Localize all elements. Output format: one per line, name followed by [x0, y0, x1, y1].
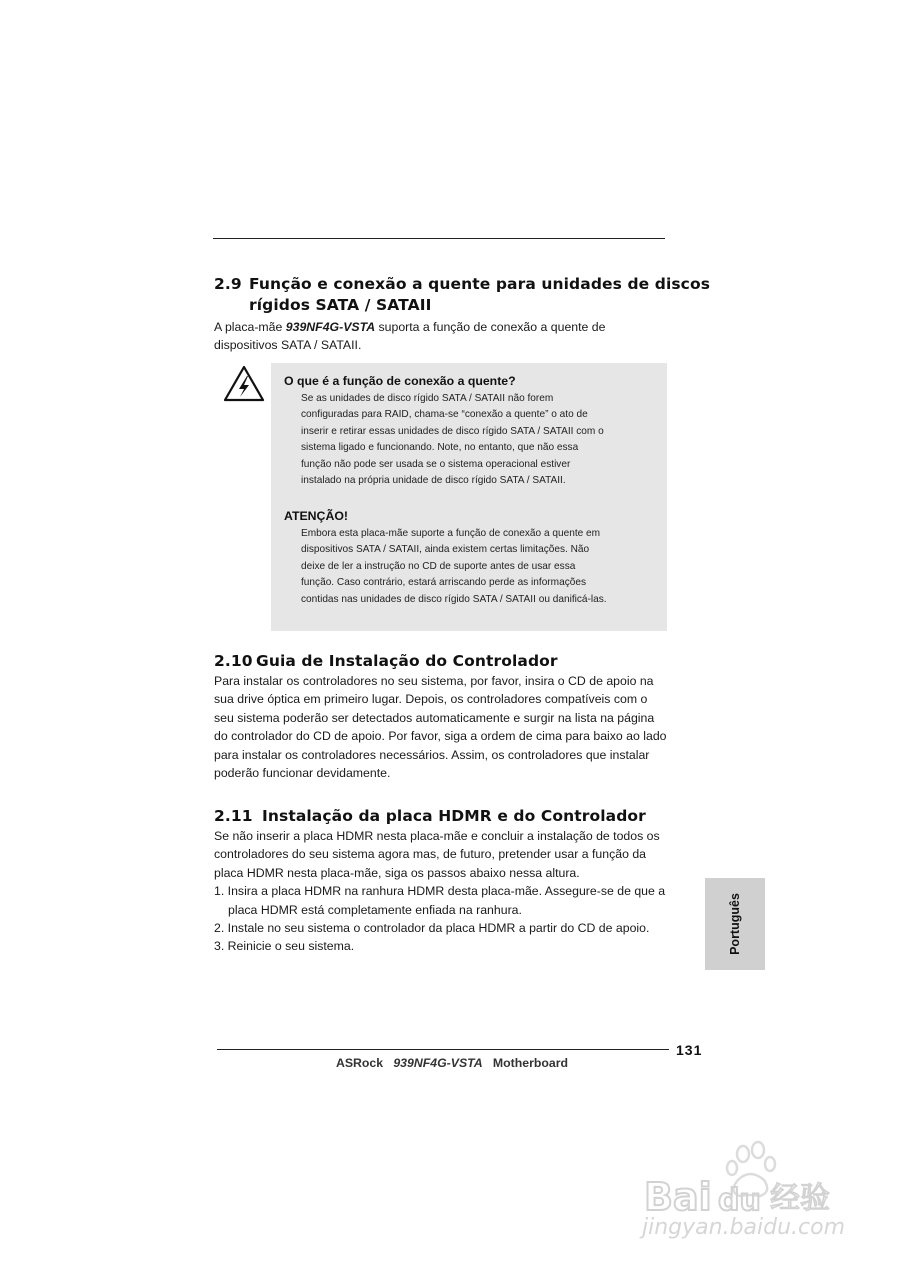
list-item: 2. Instale no seu sistema o controlador da placa HDMR a partir do CD de apoio. [214, 921, 650, 936]
section-number: 2.10 [214, 652, 253, 670]
list-item: 3. Reinicie o seu sistema. [214, 939, 355, 954]
section-2-9-title [214, 275, 710, 293]
footer-product: Motherboard [492, 1056, 569, 1070]
lightning-warning-icon [222, 364, 266, 404]
section-number: 2.11 [214, 807, 253, 825]
warning-text: Embora esta placa-mãe suporte a função de conexão a quente em dispositivos SATA / SATAII, ainda existem certas limitações. Não deixe de ler a instrução no CD de suporte antes de usar essa função. Caso contrário, estará arriscando perde as informações contidas nas unidades de disco rígido SATA / SATAII ou danificá-las. [301, 528, 607, 605]
baidu-watermark-logo [640, 1140, 860, 1220]
list-item-continuation: placa HDMR está completamente enfiada na ranhura. [228, 902, 522, 917]
section-number: 2.9 [214, 275, 242, 293]
note-question: O que é a função de conexão a quente? [284, 374, 516, 388]
footer-rule [217, 1049, 669, 1050]
page-number: 131 [676, 1042, 703, 1058]
top-rule [213, 238, 665, 239]
section-2-9-intro: A placa-mãe 939NF4G-VSTA suporta a função de conexão a quente de dispositivos SATA / SATAII. [214, 320, 606, 353]
language-side-tab [705, 878, 765, 970]
section-2-11-title [214, 807, 646, 825]
section-2-10-title [214, 652, 558, 670]
section-title: Guia de Instalação do Controlador [256, 652, 558, 670]
model-name: 939NF4G-VSTA [285, 320, 376, 334]
section-2-11-body: Se não inserir a placa HDMR nesta placa-mãe e concluir a instalação de todos os controladores do seu sistema agora mas, de futuro, pretender usar a função da placa HDMR nesta placa-mãe, siga os passos abaixo nessa altura. 1. Insira a placa HDMR na ranhura HDMR desta placa-mãe. Assegure-se de que a placa HDMR está completamente enfiada na ranhura. 2. Instale no seu sistema o controlador da placa HDMR a partir do CD de apoio. 3. Reinicie o seu sistema. [214, 827, 665, 956]
svg-text:du: du [718, 1183, 761, 1218]
note-answer: Se as unidades de disco rígido SATA / SATAII não forem configuradas para RAID, chama-se “conexão a quente” o ato de inserir e retirar essas unidades de disco rígido SATA / SATAII com o sistema ligado e funcionando. Note, no entanto, que não essa função não pode ser usada se o sistema operacional estiver instalado na própria unidade de disco rígido SATA / SATAII. [301, 393, 604, 487]
section-title-line1: Função e conexão a quente para unidades de discos [249, 275, 711, 293]
section-2-9-title-line2: rígidos SATA / SATAII [249, 296, 432, 314]
list-item: 1. Insira a placa HDMR na ranhura HDMR desta placa-mãe. Assegure-se de que a [214, 884, 666, 899]
warning-title: ATENÇÃO! [284, 509, 348, 523]
footer-brand: ASRock [335, 1056, 384, 1070]
footer-caption [0, 1056, 904, 1070]
section-2-10-body: Para instalar os controladores no seu sistema, por favor, insira o CD de apoio na sua drive óptica em primeiro lugar. Depois, os controladores compatíveis com o seu sistema poderão ser detectados automaticamente e surgir na lista na página do controlador do CD de apoio. Por favor, siga a ordem de cima para baixo ao lado para instalar os controladores necessários. Assim, os controladores que instalar poderão funcionar devidamente. [214, 674, 667, 781]
language-label: Português [728, 893, 742, 955]
svg-text:经验: 经验 [770, 1181, 830, 1216]
baidu-watermark-url: jingyan.baidu.com [642, 1215, 846, 1240]
svg-text:Bai: Bai [644, 1175, 712, 1219]
section-title: Instalação da placa HDMR e do Controlador [262, 807, 646, 825]
footer-model: 939NF4G-VSTA [393, 1056, 483, 1070]
